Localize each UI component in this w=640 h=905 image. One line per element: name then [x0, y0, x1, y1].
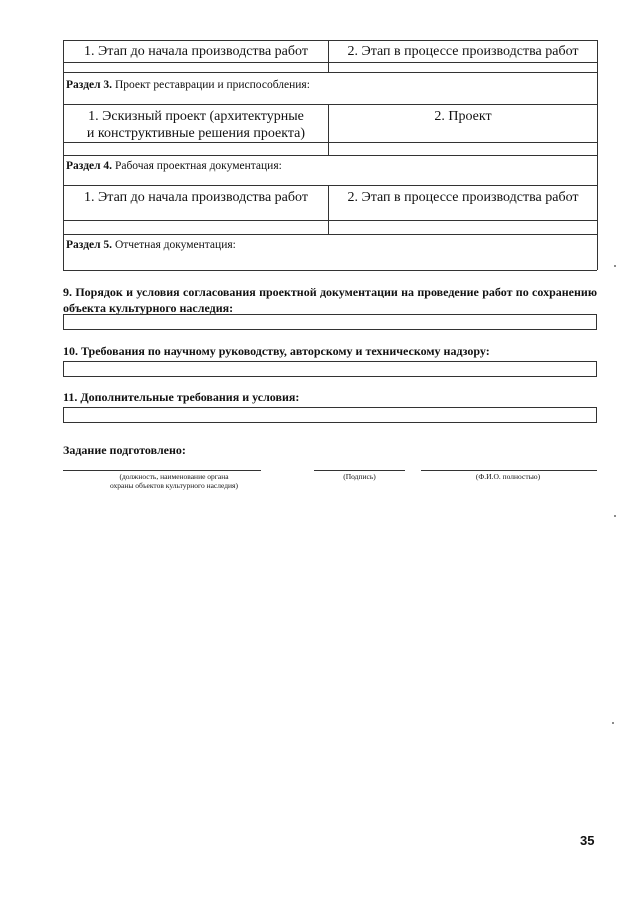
question-11-field[interactable]: [63, 407, 597, 423]
table-line: [63, 104, 597, 105]
section-3-heading: [66, 78, 591, 92]
table-line: [63, 72, 597, 73]
table-line: [63, 234, 597, 235]
section-5-heading: [66, 238, 591, 252]
table-line: [63, 62, 597, 63]
section-4-heading: [66, 159, 591, 173]
question-11-title: 11. Дополнительные требования и условия:: [63, 390, 300, 404]
section-5-text: Отчетная документация:: [112, 239, 236, 251]
table-line: [63, 155, 597, 156]
stage-before-work-cell: 1. Этап до начала производства работ: [84, 44, 308, 59]
page-number: 35: [580, 833, 595, 848]
stage-before-work-cell: 1. Этап до начала производства работ: [84, 190, 308, 205]
table-line: [63, 270, 597, 271]
scan-speck: [614, 515, 616, 517]
name-caption: (Ф.И.О. полностью): [475, 472, 541, 481]
section-5-label: Раздел 5.: [66, 239, 113, 251]
signature-line: [314, 470, 405, 471]
question-10-field[interactable]: [63, 361, 597, 377]
stage-during-work-cell: 2. Этап в процессе производства работ: [347, 44, 579, 59]
question-9-field[interactable]: [63, 314, 597, 330]
signature-caption: (Подпись): [343, 472, 376, 481]
scan-speck: [614, 265, 616, 267]
position-line: [63, 470, 261, 471]
sketch-project-line2: и конструктивные решения проекта): [86, 126, 306, 141]
table-line: [63, 185, 597, 186]
question-9-title: 9. Порядок и условия согласования проектной документации на проведение работ по сохранению объекта культурного наследия:: [63, 285, 597, 315]
name-line: [421, 470, 597, 471]
position-caption: [63, 472, 285, 490]
table-line: [63, 142, 597, 143]
scan-speck: [612, 722, 614, 724]
sketch-project-line1: 1. Эскизный проект (архитектурные: [88, 109, 304, 124]
signature-title: Задание подготовлено:: [63, 443, 186, 457]
position-caption-line2: охраны объектов культурного наследия): [109, 481, 238, 490]
table-line: [63, 40, 597, 41]
table-line: [63, 220, 597, 221]
table-border-right: [597, 40, 598, 270]
project-cell: 2. Проект: [434, 109, 492, 124]
position-caption-line1: (должность, наименование органа: [119, 472, 229, 481]
section-3-label: Раздел 3.: [66, 79, 113, 91]
stage-during-work-cell: 2. Этап в процессе производства работ: [347, 190, 579, 205]
section-4-label: Раздел 4.: [66, 160, 113, 172]
question-10-title: 10. Требования по научному руководству, авторскому и техническому надзору:: [63, 344, 490, 358]
section-3-text: Проект реставрации и приспособления:: [112, 79, 310, 91]
section-4-text: Рабочая проектная документация:: [112, 160, 282, 172]
sketch-project-cell: [64, 108, 328, 142]
